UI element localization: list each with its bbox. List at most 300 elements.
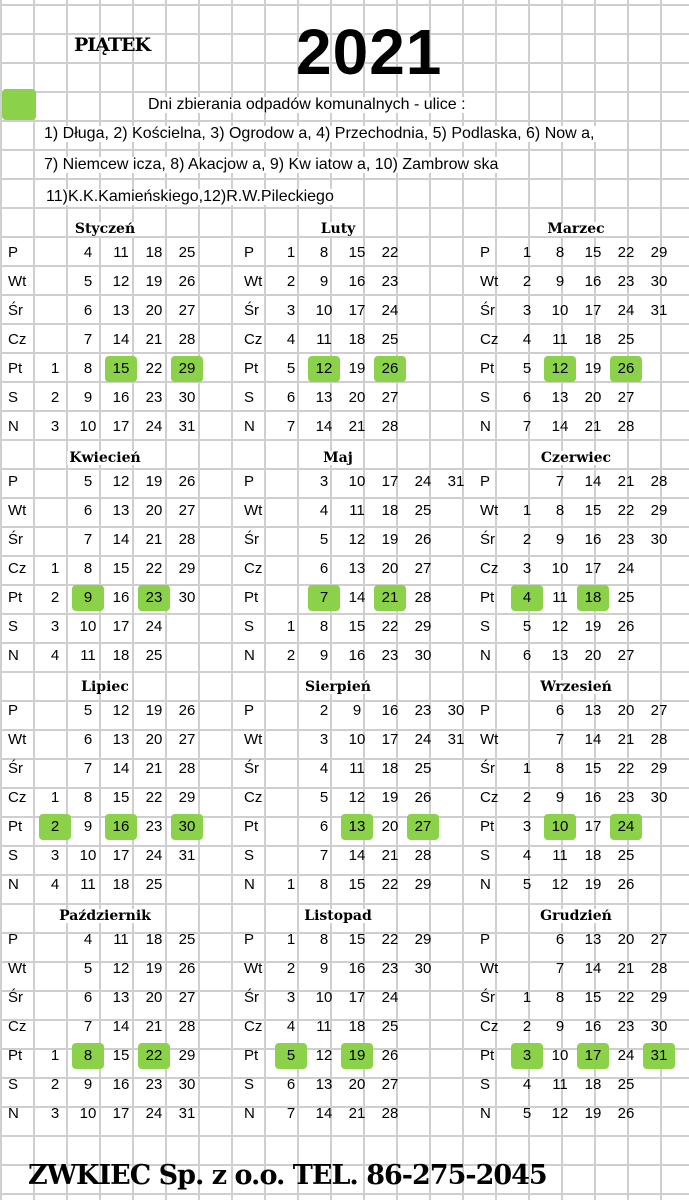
calendar-day: 19: [145, 473, 163, 490]
calendar-day: 29: [178, 560, 196, 577]
calendar-day: 26: [617, 618, 635, 635]
pickup-day: 5: [275, 1043, 307, 1069]
calendar-day: 23: [145, 1076, 163, 1093]
calendar-day: 9: [319, 273, 329, 290]
calendar-day: 30: [650, 273, 668, 290]
calendar-day: 3: [522, 818, 532, 835]
month-title: Październik: [59, 908, 151, 924]
calendar-day: 19: [145, 702, 163, 719]
calendar-day: 28: [414, 847, 432, 864]
calendar-day: 12: [112, 473, 130, 490]
calendar-day: 25: [145, 876, 163, 893]
weekday-label: Wt: [8, 731, 27, 748]
month-title: Kwiecień: [69, 450, 141, 466]
weekday-label: Cz: [8, 331, 27, 348]
calendar-day: 29: [650, 502, 668, 519]
calendar-day: 8: [83, 560, 93, 577]
calendar-day: 7: [83, 331, 93, 348]
calendar-day: 21: [145, 1018, 163, 1035]
weekday-label: Cz: [244, 331, 263, 348]
weekday-label: N: [8, 876, 19, 893]
calendar-day: 30: [414, 647, 432, 664]
weekday-label: Wt: [244, 502, 263, 519]
calendar-day: 22: [381, 618, 399, 635]
calendar-day: 14: [348, 589, 366, 606]
calendar-day: 11: [552, 1076, 568, 1093]
calendar-day: 9: [555, 531, 565, 548]
calendar-day: 16: [348, 647, 366, 664]
calendar-day: 19: [145, 960, 163, 977]
weekday-label: Wt: [244, 273, 263, 290]
calendar-day: 8: [555, 502, 565, 519]
calendar-day: 16: [584, 1018, 602, 1035]
calendar-day: 15: [348, 618, 366, 635]
calendar-day: 29: [650, 244, 668, 261]
weekday-label: Cz: [8, 1018, 27, 1035]
weekday-label: N: [480, 647, 491, 664]
calendar-day: 11: [316, 331, 332, 348]
calendar-day: 12: [315, 1047, 333, 1064]
month-title: Maj: [323, 450, 353, 466]
weekday-label: N: [244, 647, 255, 664]
weekday-label: S: [480, 847, 491, 864]
calendar-day: 16: [348, 960, 366, 977]
calendar-day: 13: [348, 560, 366, 577]
calendar-day: 11: [349, 502, 365, 519]
calendar-day: 5: [522, 360, 532, 377]
weekday-label: Wt: [480, 273, 499, 290]
weekday-label: Cz: [244, 789, 263, 806]
calendar-day: 11: [552, 331, 568, 348]
calendar-day: 31: [178, 1105, 196, 1122]
weekday-label: P: [8, 931, 19, 948]
calendar-day: 4: [83, 931, 93, 948]
weekday-label: Śr: [244, 531, 259, 548]
calendar-day: 24: [145, 1105, 163, 1122]
calendar-day: 19: [381, 789, 399, 806]
weekday-label: Wt: [244, 731, 263, 748]
calendar-day: 19: [584, 360, 602, 377]
calendar-day: 22: [381, 244, 399, 261]
calendar-day: 17: [584, 818, 602, 835]
calendar-day: 17: [112, 1105, 130, 1122]
weekday-label: P: [244, 931, 255, 948]
calendar-day: 21: [584, 418, 602, 435]
weekday-label: N: [8, 1105, 19, 1122]
weekday-label: Pt: [480, 818, 495, 835]
calendar-day: 25: [617, 1076, 635, 1093]
calendar-day: 27: [178, 989, 196, 1006]
calendar-day: 5: [83, 702, 93, 719]
calendar-day: 15: [112, 789, 130, 806]
calendar-day: 28: [178, 531, 196, 548]
calendar-day: 29: [414, 618, 432, 635]
calendar-day: 18: [112, 876, 130, 893]
calendar-day: 5: [83, 960, 93, 977]
weekday-label: Wt: [244, 960, 263, 977]
calendar-day: 6: [319, 560, 329, 577]
pickup-day: 8: [72, 1043, 104, 1069]
calendar-day: 30: [650, 531, 668, 548]
calendar-day: 3: [50, 847, 60, 864]
calendar-day: 13: [112, 302, 130, 319]
header-line-1: Dni zbierania odpadów komunalnych - ulice :: [148, 96, 466, 113]
calendar-day: 22: [381, 931, 399, 948]
weekday-label: Śr: [480, 989, 495, 1006]
weekday-label: N: [8, 647, 19, 664]
calendar-day: 4: [83, 244, 93, 261]
pickup-day: 13: [341, 814, 373, 840]
calendar-day: 1: [522, 989, 532, 1006]
pickup-day: 3: [511, 1043, 543, 1069]
calendar-day: 6: [555, 702, 565, 719]
calendar-day: 15: [348, 876, 366, 893]
pickup-day: 31: [643, 1043, 675, 1069]
calendar-day: 14: [315, 1105, 333, 1122]
weekday-label: Cz: [480, 560, 499, 577]
weekday-label: Pt: [8, 589, 23, 606]
calendar-day: 18: [348, 331, 366, 348]
calendar-day: 8: [319, 931, 329, 948]
calendar-day: 15: [584, 244, 602, 261]
calendar-day: 21: [617, 473, 635, 490]
calendar-day: 2: [319, 702, 329, 719]
calendar-day: 8: [555, 989, 565, 1006]
calendar-day: 25: [381, 1018, 399, 1035]
calendar-day: 27: [178, 731, 196, 748]
month-title: Luty: [320, 221, 356, 237]
calendar-day: 7: [83, 760, 93, 777]
calendar-day: 28: [617, 418, 635, 435]
calendar-day: 31: [650, 302, 668, 319]
header-line-3: 7) Niemcew icza, 8) Akacjow a, 9) Kw iatow a, 10) Zambrow ska: [44, 156, 499, 173]
calendar-day: 11: [80, 647, 96, 664]
month-title: Listopad: [304, 908, 372, 924]
month-title: Marzec: [547, 221, 605, 237]
calendar-day: 7: [555, 960, 565, 977]
calendar-day: 14: [112, 331, 130, 348]
calendar-day: 13: [112, 502, 130, 519]
weekday-label: P: [480, 244, 491, 261]
calendar-day: 13: [315, 1076, 333, 1093]
calendar-day: 7: [555, 731, 565, 748]
calendar-day: 1: [522, 760, 532, 777]
calendar-day: 8: [83, 360, 93, 377]
weekday-label: P: [244, 244, 255, 261]
calendar-day: 2: [286, 273, 296, 290]
header-line-4: 11)K.K.Kamieńskiego,12)R.W.Pileckiego: [46, 188, 334, 205]
calendar-day: 6: [522, 389, 532, 406]
weekday-label: Pt: [8, 360, 23, 377]
weekday-label: Cz: [480, 789, 499, 806]
weekday-label: Pt: [244, 589, 259, 606]
weekday-label: Wt: [480, 502, 499, 519]
calendar-day: 28: [650, 731, 668, 748]
calendar-day: 7: [319, 847, 329, 864]
calendar-day: 4: [286, 1018, 296, 1035]
calendar-day: 20: [145, 502, 163, 519]
calendar-day: 1: [50, 789, 60, 806]
calendar-day: 16: [112, 389, 130, 406]
calendar-day: 17: [584, 560, 602, 577]
calendar-day: 21: [348, 418, 366, 435]
calendar-day: 23: [617, 273, 635, 290]
weekday-label: S: [480, 1076, 491, 1093]
calendar-day: 24: [617, 1047, 635, 1064]
weekday-label: N: [480, 1105, 491, 1122]
pickup-day: 26: [610, 356, 642, 382]
weekday-label: Cz: [8, 560, 27, 577]
calendar-day: 7: [286, 418, 296, 435]
calendar-day: 26: [178, 702, 196, 719]
pickup-day: 12: [544, 356, 576, 382]
calendar-day: 6: [286, 389, 296, 406]
weekday-label: Cz: [480, 1018, 499, 1035]
calendar-day: 21: [145, 331, 163, 348]
calendar-day: 17: [584, 302, 602, 319]
pickup-day: 15: [105, 356, 137, 382]
calendar-day: 10: [79, 847, 97, 864]
calendar-day: 29: [650, 760, 668, 777]
weekday-label: N: [244, 876, 255, 893]
calendar-day: 17: [381, 473, 399, 490]
calendar-day: 1: [50, 1047, 60, 1064]
calendar-day: 7: [286, 1105, 296, 1122]
calendar-day: 24: [145, 618, 163, 635]
calendar-day: 20: [145, 989, 163, 1006]
calendar-day: 18: [145, 931, 163, 948]
calendar-day: 5: [319, 789, 329, 806]
weekday-label: Cz: [244, 1018, 263, 1035]
calendar-day: 1: [50, 560, 60, 577]
calendar-day: 2: [522, 789, 532, 806]
calendar-day: 9: [555, 273, 565, 290]
calendar-day: 15: [584, 760, 602, 777]
calendar-day: 1: [522, 244, 532, 261]
calendar-day: 5: [522, 618, 532, 635]
weekday-label: Śr: [480, 760, 495, 777]
pickup-day: 12: [308, 356, 340, 382]
calendar-day: 12: [551, 876, 569, 893]
calendar-day: 14: [551, 418, 569, 435]
weekday-label: Pt: [480, 589, 495, 606]
calendar-day: 21: [145, 760, 163, 777]
calendar-day: 27: [178, 502, 196, 519]
calendar-day: 9: [352, 702, 362, 719]
village-name: PIĄTEK: [74, 34, 151, 56]
calendar-day: 16: [348, 273, 366, 290]
month-title: Grudzień: [540, 908, 612, 924]
calendar-day: 9: [555, 789, 565, 806]
calendar-day: 8: [555, 244, 565, 261]
calendar-day: 27: [178, 302, 196, 319]
calendar-day: 28: [650, 473, 668, 490]
calendar-day: 10: [348, 473, 366, 490]
pickup-day: 22: [138, 1043, 170, 1069]
calendar-day: 25: [414, 760, 432, 777]
weekday-label: Wt: [480, 960, 499, 977]
weekday-label: Wt: [8, 502, 27, 519]
calendar-day: 25: [145, 647, 163, 664]
calendar-day: 14: [348, 847, 366, 864]
calendar-day: 28: [650, 960, 668, 977]
calendar-day: 19: [381, 531, 399, 548]
calendar-day: 3: [286, 989, 296, 1006]
year-title: 2021: [296, 16, 443, 88]
calendar-day: 21: [145, 531, 163, 548]
calendar-day: 14: [112, 1018, 130, 1035]
calendar-day: 4: [319, 760, 329, 777]
calendar-day: 26: [381, 1047, 399, 1064]
calendar-day: 10: [551, 1047, 569, 1064]
weekday-label: P: [244, 702, 255, 719]
calendar-day: 3: [522, 560, 532, 577]
calendar-day: 22: [145, 360, 163, 377]
weekday-label: N: [244, 1105, 255, 1122]
calendar-day: 26: [617, 1105, 635, 1122]
calendar-day: 18: [381, 502, 399, 519]
calendar-day: 25: [617, 331, 635, 348]
calendar-day: 26: [414, 789, 432, 806]
weekday-label: S: [480, 389, 491, 406]
calendar-day: 23: [617, 531, 635, 548]
weekday-label: S: [244, 847, 255, 864]
month-title: Czerwiec: [540, 450, 612, 466]
calendar-day: 12: [112, 960, 130, 977]
calendar-day: 23: [145, 818, 163, 835]
calendar-day: 20: [348, 389, 366, 406]
calendar-day: 4: [522, 1076, 532, 1093]
calendar-day: 12: [348, 789, 366, 806]
calendar-day: 15: [112, 560, 130, 577]
calendar-day: 23: [381, 273, 399, 290]
calendar-day: 20: [381, 818, 399, 835]
pickup-day: 27: [407, 814, 439, 840]
weekday-label: S: [244, 618, 255, 635]
calendar-day: 26: [178, 473, 196, 490]
pickup-day: 16: [105, 814, 137, 840]
calendar-day: 28: [178, 1018, 196, 1035]
calendar-day: 10: [79, 418, 97, 435]
calendar-day: 4: [319, 502, 329, 519]
calendar-day: 30: [414, 960, 432, 977]
calendar-day: 5: [522, 1105, 532, 1122]
calendar-day: 29: [178, 789, 196, 806]
calendar-day: 26: [414, 531, 432, 548]
calendar-day: 11: [113, 244, 129, 261]
calendar-day: 9: [83, 1076, 93, 1093]
calendar-day: 2: [522, 273, 532, 290]
calendar-day: 20: [145, 302, 163, 319]
calendar-day: 24: [617, 302, 635, 319]
calendar-day: 24: [381, 302, 399, 319]
calendar-day: 30: [650, 789, 668, 806]
pickup-day: 26: [374, 356, 406, 382]
calendar-day: 11: [552, 589, 568, 606]
calendar-day: 20: [145, 731, 163, 748]
calendar-day: 24: [145, 847, 163, 864]
calendar-day: 8: [83, 789, 93, 806]
calendar-day: 4: [522, 847, 532, 864]
calendar-day: 4: [522, 331, 532, 348]
pickup-day: 7: [308, 585, 340, 611]
weekday-label: N: [480, 876, 491, 893]
calendar-day: 7: [555, 473, 565, 490]
calendar-day: 21: [617, 731, 635, 748]
calendar-day: 6: [555, 931, 565, 948]
calendar-day: 16: [112, 1076, 130, 1093]
calendar-day: 31: [178, 847, 196, 864]
calendar-day: 20: [584, 647, 602, 664]
calendar-day: 30: [650, 1018, 668, 1035]
calendar-day: 9: [319, 960, 329, 977]
calendar-day: 12: [551, 1105, 569, 1122]
calendar-day: 23: [617, 789, 635, 806]
calendar-day: 11: [80, 876, 96, 893]
calendar-day: 13: [551, 647, 569, 664]
weekday-label: Wt: [8, 960, 27, 977]
calendar-day: 23: [381, 960, 399, 977]
weekday-label: Wt: [480, 731, 499, 748]
calendar-day: 12: [112, 702, 130, 719]
calendar-day: 18: [145, 244, 163, 261]
calendar-day: 8: [319, 876, 329, 893]
calendar-day: 21: [617, 960, 635, 977]
calendar-day: 18: [348, 1018, 366, 1035]
calendar-day: 18: [584, 1076, 602, 1093]
calendar-day: 9: [319, 647, 329, 664]
pickup-day: 30: [171, 814, 203, 840]
calendar-day: 10: [551, 560, 569, 577]
calendar-day: 6: [319, 818, 329, 835]
calendar-day: 24: [414, 731, 432, 748]
calendar-day: 2: [286, 960, 296, 977]
weekday-label: Pt: [480, 360, 495, 377]
calendar-day: 25: [617, 589, 635, 606]
calendar-day: 20: [381, 560, 399, 577]
calendar-day: 10: [315, 989, 333, 1006]
calendar-day: 21: [348, 1105, 366, 1122]
calendar-day: 20: [584, 389, 602, 406]
pickup-day: 21: [374, 585, 406, 611]
calendar-day: 28: [414, 589, 432, 606]
pickup-day: 24: [610, 814, 642, 840]
calendar-day: 8: [319, 618, 329, 635]
calendar-day: 6: [83, 302, 93, 319]
calendar-day: 12: [112, 273, 130, 290]
calendar-day: 13: [584, 931, 602, 948]
calendar-day: 13: [112, 731, 130, 748]
calendar-day: 14: [584, 960, 602, 977]
calendar-day: 24: [381, 989, 399, 1006]
weekday-label: S: [244, 389, 255, 406]
calendar-day: 27: [617, 647, 635, 664]
calendar-day: 11: [349, 760, 365, 777]
calendar-day: 10: [551, 302, 569, 319]
weekday-label: P: [480, 473, 491, 490]
calendar-day: 4: [286, 331, 296, 348]
calendar-day: 22: [145, 560, 163, 577]
month-title: Wrzesień: [540, 679, 612, 695]
calendar-day: 30: [178, 589, 196, 606]
calendar-day: 30: [447, 702, 465, 719]
calendar-day: 27: [381, 389, 399, 406]
weekday-label: N: [8, 418, 19, 435]
calendar-day: 19: [584, 876, 602, 893]
weekday-label: P: [8, 244, 19, 261]
calendar-day: 1: [522, 502, 532, 519]
calendar-day: 2: [522, 1018, 532, 1035]
